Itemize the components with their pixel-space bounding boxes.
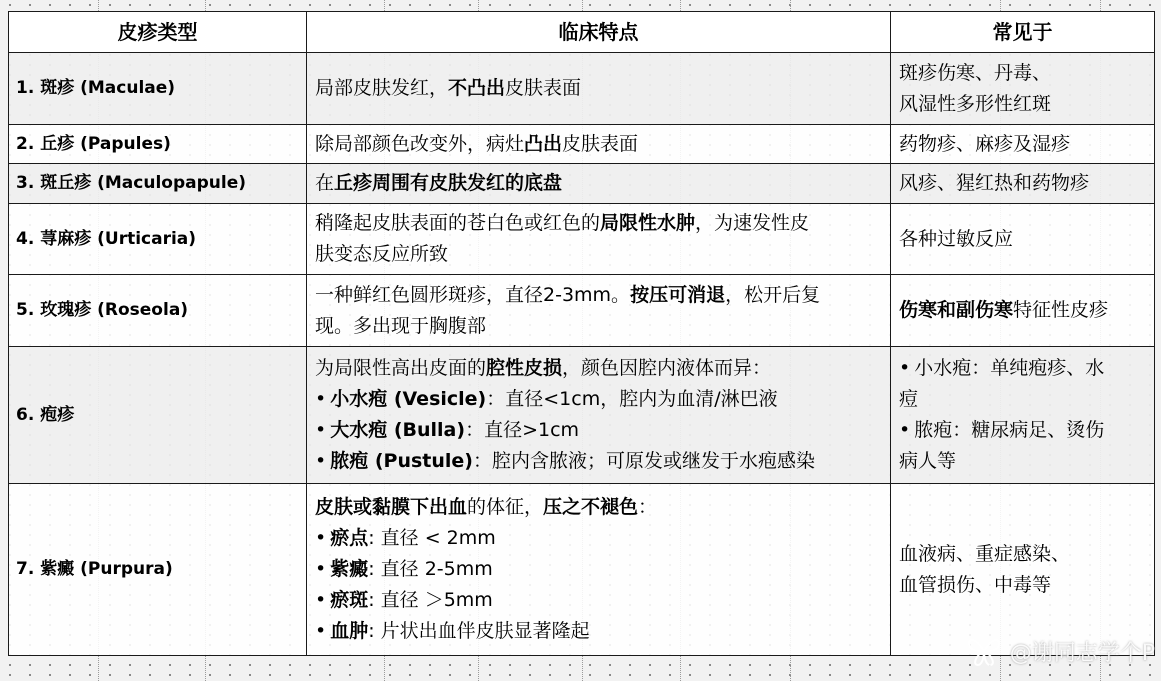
bullet-icon: • <box>315 558 327 580</box>
seen-in-cell <box>891 125 1155 164</box>
bullet-icon: • <box>315 419 327 441</box>
rash-type-cell: 6. 疱疹 <box>9 347 307 484</box>
table-row-maculopapule <box>9 164 1155 204</box>
bullet-icon: • <box>899 419 911 441</box>
header-clinical-features: 临床特点 <box>307 12 891 53</box>
text-run: 风疹、猩红热和药物疹 <box>899 172 1090 194</box>
text-line <box>899 224 1146 255</box>
text-run: ：直径<1cm，腔内为血清/淋巴液 <box>486 388 778 410</box>
text-run: 一种鲜红色圆形斑疹，直径2-3mm。 <box>315 283 631 306</box>
text-run: 为局限性高出皮面的 <box>315 357 487 379</box>
text-run: 除局部颜色改变外，病灶 <box>315 132 525 155</box>
text-line <box>899 129 1146 160</box>
seen-in-cell <box>891 53 1155 125</box>
bullet-line <box>315 446 882 477</box>
text-run: 现。多出现于胸腹部 <box>315 314 487 337</box>
text-line <box>899 570 1146 601</box>
features-cell <box>307 125 891 164</box>
text-run: 的体征， <box>467 496 544 518</box>
text-line <box>899 295 1146 326</box>
text-line <box>315 311 882 342</box>
table-row-maculae <box>9 53 1155 125</box>
text-run: 风湿性多形性红斑 <box>899 92 1052 115</box>
bullet-line <box>315 585 882 616</box>
butterfly-logo-icon <box>964 633 1004 669</box>
text-line <box>315 280 882 311</box>
table-row-purpura <box>9 484 1155 656</box>
text-run: ：直径>1cm <box>465 419 580 441</box>
rash-type-cell: 4. 荨麻疹 (Urticaria) <box>9 204 307 275</box>
text-line <box>899 58 1146 89</box>
text-run: 斑疹伤寒、丹毒、 <box>899 61 1052 84</box>
text-line <box>899 446 1146 477</box>
text-run: ，颜色因腔内液体而异： <box>562 357 772 379</box>
text-line <box>899 539 1146 570</box>
features-cell <box>307 164 891 204</box>
bold-text: 压之不褪色 <box>543 496 639 518</box>
bold-text: 血肿 <box>330 620 369 642</box>
text-line <box>315 492 882 523</box>
rash-type-cell: 2. 丘疹 (Papules) <box>9 125 307 164</box>
text-line <box>315 208 882 239</box>
rash-type-cell: 5. 玫瑰疹 (Roseola) <box>9 275 307 347</box>
bullet-icon: • <box>899 357 911 379</box>
bullet-line <box>899 415 1146 446</box>
bullet-line <box>315 384 882 415</box>
text-run: : 片状出血伴皮肤显著隆起 <box>368 620 590 642</box>
bold-text: 脓疱 (Pustule) <box>330 450 473 472</box>
text-run: ，为速发性皮 <box>695 212 810 234</box>
text-run: 血液病、重症感染、 <box>899 542 1071 565</box>
rash-type-cell: 3. 斑丘疹 (Maculopapule) <box>9 164 307 204</box>
text-run: 皮肤表面 <box>562 132 639 155</box>
rash-type-cell: 1. 斑疹 (Maculae) <box>9 53 307 125</box>
bold-text: 紫癜 <box>330 558 369 580</box>
text-run: : 直径 < 2mm <box>368 527 496 549</box>
seen-in-cell <box>891 164 1155 204</box>
text-run: 血管损伤、中毒等 <box>899 573 1052 596</box>
bullet-icon: • <box>315 388 327 410</box>
table-row-herpes <box>9 347 1155 484</box>
table-row-roseola <box>9 275 1155 347</box>
bold-text: 凸出 <box>524 132 563 155</box>
bold-text: 不凸出 <box>448 77 506 99</box>
bullet-line <box>899 353 1146 384</box>
text-run: 稍隆起皮肤表面的苍白色或红色的 <box>315 212 601 234</box>
bold-text: 丘疹周围有皮肤发红的底盘 <box>334 172 563 194</box>
features-cell <box>307 204 891 275</box>
bullet-line <box>315 523 882 554</box>
table-row-urticaria <box>9 204 1155 275</box>
bold-text: 按压可消退 <box>630 283 726 306</box>
bullet-icon: • <box>315 589 327 611</box>
bold-text: 大水疱 (Bulla) <box>330 419 466 441</box>
table-row-papules <box>9 125 1155 164</box>
bold-text: 小水疱 (Vesicle) <box>330 388 487 410</box>
bold-text: 瘀斑 <box>330 589 369 611</box>
text-run: ： <box>638 496 658 518</box>
bold-text: 腔性皮损 <box>486 357 563 379</box>
text-run: ：腔内含脓液；可原发或继发于水疱感染 <box>472 450 815 472</box>
seen-in-cell <box>891 275 1155 347</box>
seen-in-cell <box>891 484 1155 656</box>
text-line <box>315 353 882 384</box>
text-run: 脓疱：糖尿病足、烫伤 <box>914 419 1105 441</box>
rash-types-table <box>8 11 1155 656</box>
text-run: : 直径 ＞5mm <box>368 589 493 611</box>
seen-in-cell <box>891 347 1155 484</box>
bullet-line <box>315 616 882 647</box>
text-line <box>899 384 1146 415</box>
text-line <box>315 168 882 199</box>
seen-in-cell <box>891 204 1155 275</box>
table-header-row <box>9 12 1155 53</box>
text-line <box>315 73 882 104</box>
bullet-icon: • <box>315 450 327 472</box>
bold-text: 瘀点 <box>330 527 369 549</box>
text-run: 药物疹、麻疹及湿疹 <box>899 132 1071 155</box>
text-line <box>899 89 1146 120</box>
text-run: : 直径 2-5mm <box>368 558 493 580</box>
text-run: 痘 <box>899 388 919 410</box>
features-cell <box>307 484 891 656</box>
bullet-line <box>315 415 882 446</box>
bold-text: 局限性水肿 <box>600 212 696 234</box>
text-run: ，松开后复 <box>725 283 821 306</box>
features-cell <box>307 275 891 347</box>
text-run: 特征性皮疹 <box>1013 299 1109 321</box>
watermark-text: @谢同志学个P <box>1009 640 1155 666</box>
bullet-icon: • <box>315 527 327 549</box>
watermark <box>964 633 1155 669</box>
text-run: 各种过敏反应 <box>899 227 1014 250</box>
text-run: 小水疱：单纯疱疹、水 <box>914 357 1105 379</box>
bullet-line <box>315 554 882 585</box>
text-run: 病人等 <box>899 450 957 472</box>
text-run: 皮肤表面 <box>505 77 582 99</box>
header-commonly-seen-in: 常见于 <box>891 12 1155 53</box>
text-line <box>315 239 882 270</box>
header-rash-type: 皮疹类型 <box>9 12 307 53</box>
rash-type-cell: 7. 紫癜 (Purpura) <box>9 484 307 656</box>
text-line <box>899 168 1146 199</box>
bold-text: 伤寒和副伤寒 <box>899 299 1014 321</box>
features-cell <box>307 53 891 125</box>
features-cell <box>307 347 891 484</box>
text-run: 在 <box>315 172 335 194</box>
text-run: 肤变态反应所致 <box>315 243 449 265</box>
bullet-icon: • <box>315 620 327 642</box>
bold-text: 皮肤或黏膜下出血 <box>315 496 468 518</box>
text-run: 局部皮肤发红， <box>315 77 449 99</box>
text-line <box>315 129 882 160</box>
